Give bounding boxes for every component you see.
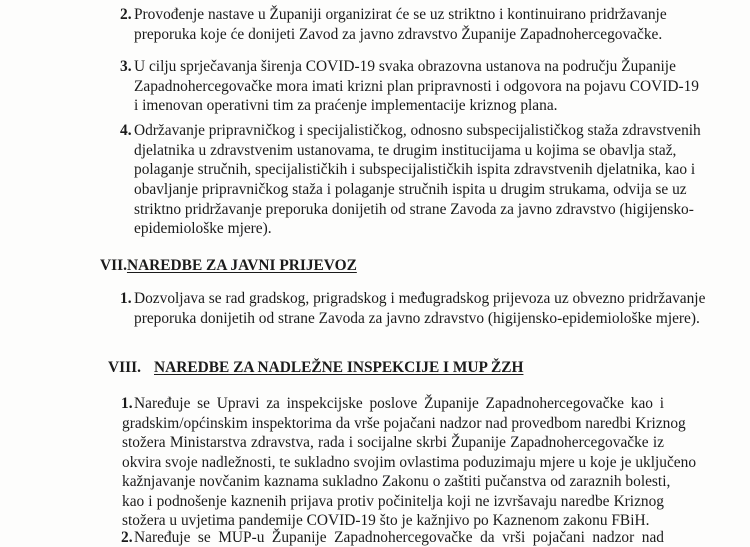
section-heading-viii bbox=[108, 359, 523, 377]
paragraph-line: striktno pridržavanje preporuka donijetih od strane Zavoda za javno zdravstvo (higijensko- bbox=[134, 201, 694, 218]
paragraph-line: gradskim/općinskim inspektorima da vrše pojačani nadzor nad provedbom naredbi Kriznog bbox=[122, 415, 686, 432]
paragraph-line: Dozvoljava se rad gradskog, prigradskog i međugradskog prijevoza uz obvezno pridržavanje bbox=[134, 290, 706, 307]
paragraph-line: epidemiološke mjere). bbox=[134, 220, 272, 237]
paragraph-line: Provođenje nastave u Županiji organizirat će se uz striktno i kontinuirano pridržavanje bbox=[134, 6, 667, 23]
list-number: 2. bbox=[121, 529, 133, 546]
list-number: 1. bbox=[121, 395, 133, 412]
paragraph-line: i imenovan operativni tim za praćenje implementacije kriznog plana. bbox=[134, 97, 558, 114]
paragraph-line: stožera Ministarstva zdravstva, rada i socijalne skrbi Županije Zapadnohercegovačke iz bbox=[122, 434, 664, 451]
list-number: 2. bbox=[120, 6, 132, 23]
paragraph-line: djelatnika u zdravstvenim ustanovama, te drugim institucijama u kojima se obavlja staž, bbox=[134, 142, 677, 159]
list-number: 3. bbox=[120, 58, 132, 75]
paragraph-line: kao i podnošenje kaznenih prijava protiv počinitelja koji ne izvršavaju naredbe Kriznog bbox=[122, 493, 664, 510]
paragraph-line: Naređuje se Upravi za inspekcijske poslove Županije Zapadnohercegovačke kao i bbox=[134, 395, 664, 412]
section-title: NAREDBE ZA NADLEŽNE INSPEKCIJE I MUP ŽZH bbox=[154, 359, 524, 376]
paragraph-line: polaganje stručnih, specijalističkih i subspecijalističkih ispita zdravstvenih djelatnika, kao i bbox=[134, 161, 696, 178]
section-title: NAREDBE ZA JAVNI PRIJEVOZ bbox=[126, 257, 357, 274]
paragraph-line: Održavanje pripravničkog i specijalističkog, odnosno subspecijalističkog staža zdravstvenih bbox=[134, 122, 701, 139]
paragraph-line: preporuka koje će donijeti Zavod za javno zdravstvo Županije Zapadnohercegovačke. bbox=[134, 26, 663, 43]
paragraph-line: U cilju sprječavanja širenja COVID-19 svaka obrazovna ustanova na području Županije bbox=[134, 58, 676, 75]
section-roman-numeral: VII. bbox=[100, 257, 127, 274]
paragraph-line: Naređuje se MUP-u Županije Zapadnohercegovačke da vrši pojačani nadzor nad bbox=[134, 529, 664, 546]
paragraph-line: obavljanje pripravničkog staža i polaganje stručnih ispita u drugim strukama, odvija se uz bbox=[134, 181, 687, 198]
list-number: 4. bbox=[120, 122, 132, 139]
list-number: 1. bbox=[120, 290, 132, 307]
paragraph-line: Zapadnohercegovačke mora imati krizni plan pripravnosti i odgovora na pojavu COVID-19 bbox=[134, 78, 700, 95]
paragraph-line: kažnjavanje novčanim kaznama sukladno Zakonu o zaštiti pučanstva od zaraznih bolesti, bbox=[122, 473, 671, 490]
paragraph-line: okvira svoje nadležnosti, te sukladno svojim ovlastima poduzimaju mjere u koje je uključeno bbox=[122, 454, 697, 471]
paragraph-line: stožera u uvjetima pandemije COVID-19 što je kažnjivo po Kaznenom zakonu FBiH. bbox=[122, 512, 650, 529]
section-roman-numeral: VIII. bbox=[108, 359, 141, 376]
paragraph-line: preporuka donijetih od strane Zavoda za javno zdravstvo (higijensko-epidemiološke mjere). bbox=[134, 310, 700, 327]
section-heading-vii bbox=[100, 257, 357, 275]
